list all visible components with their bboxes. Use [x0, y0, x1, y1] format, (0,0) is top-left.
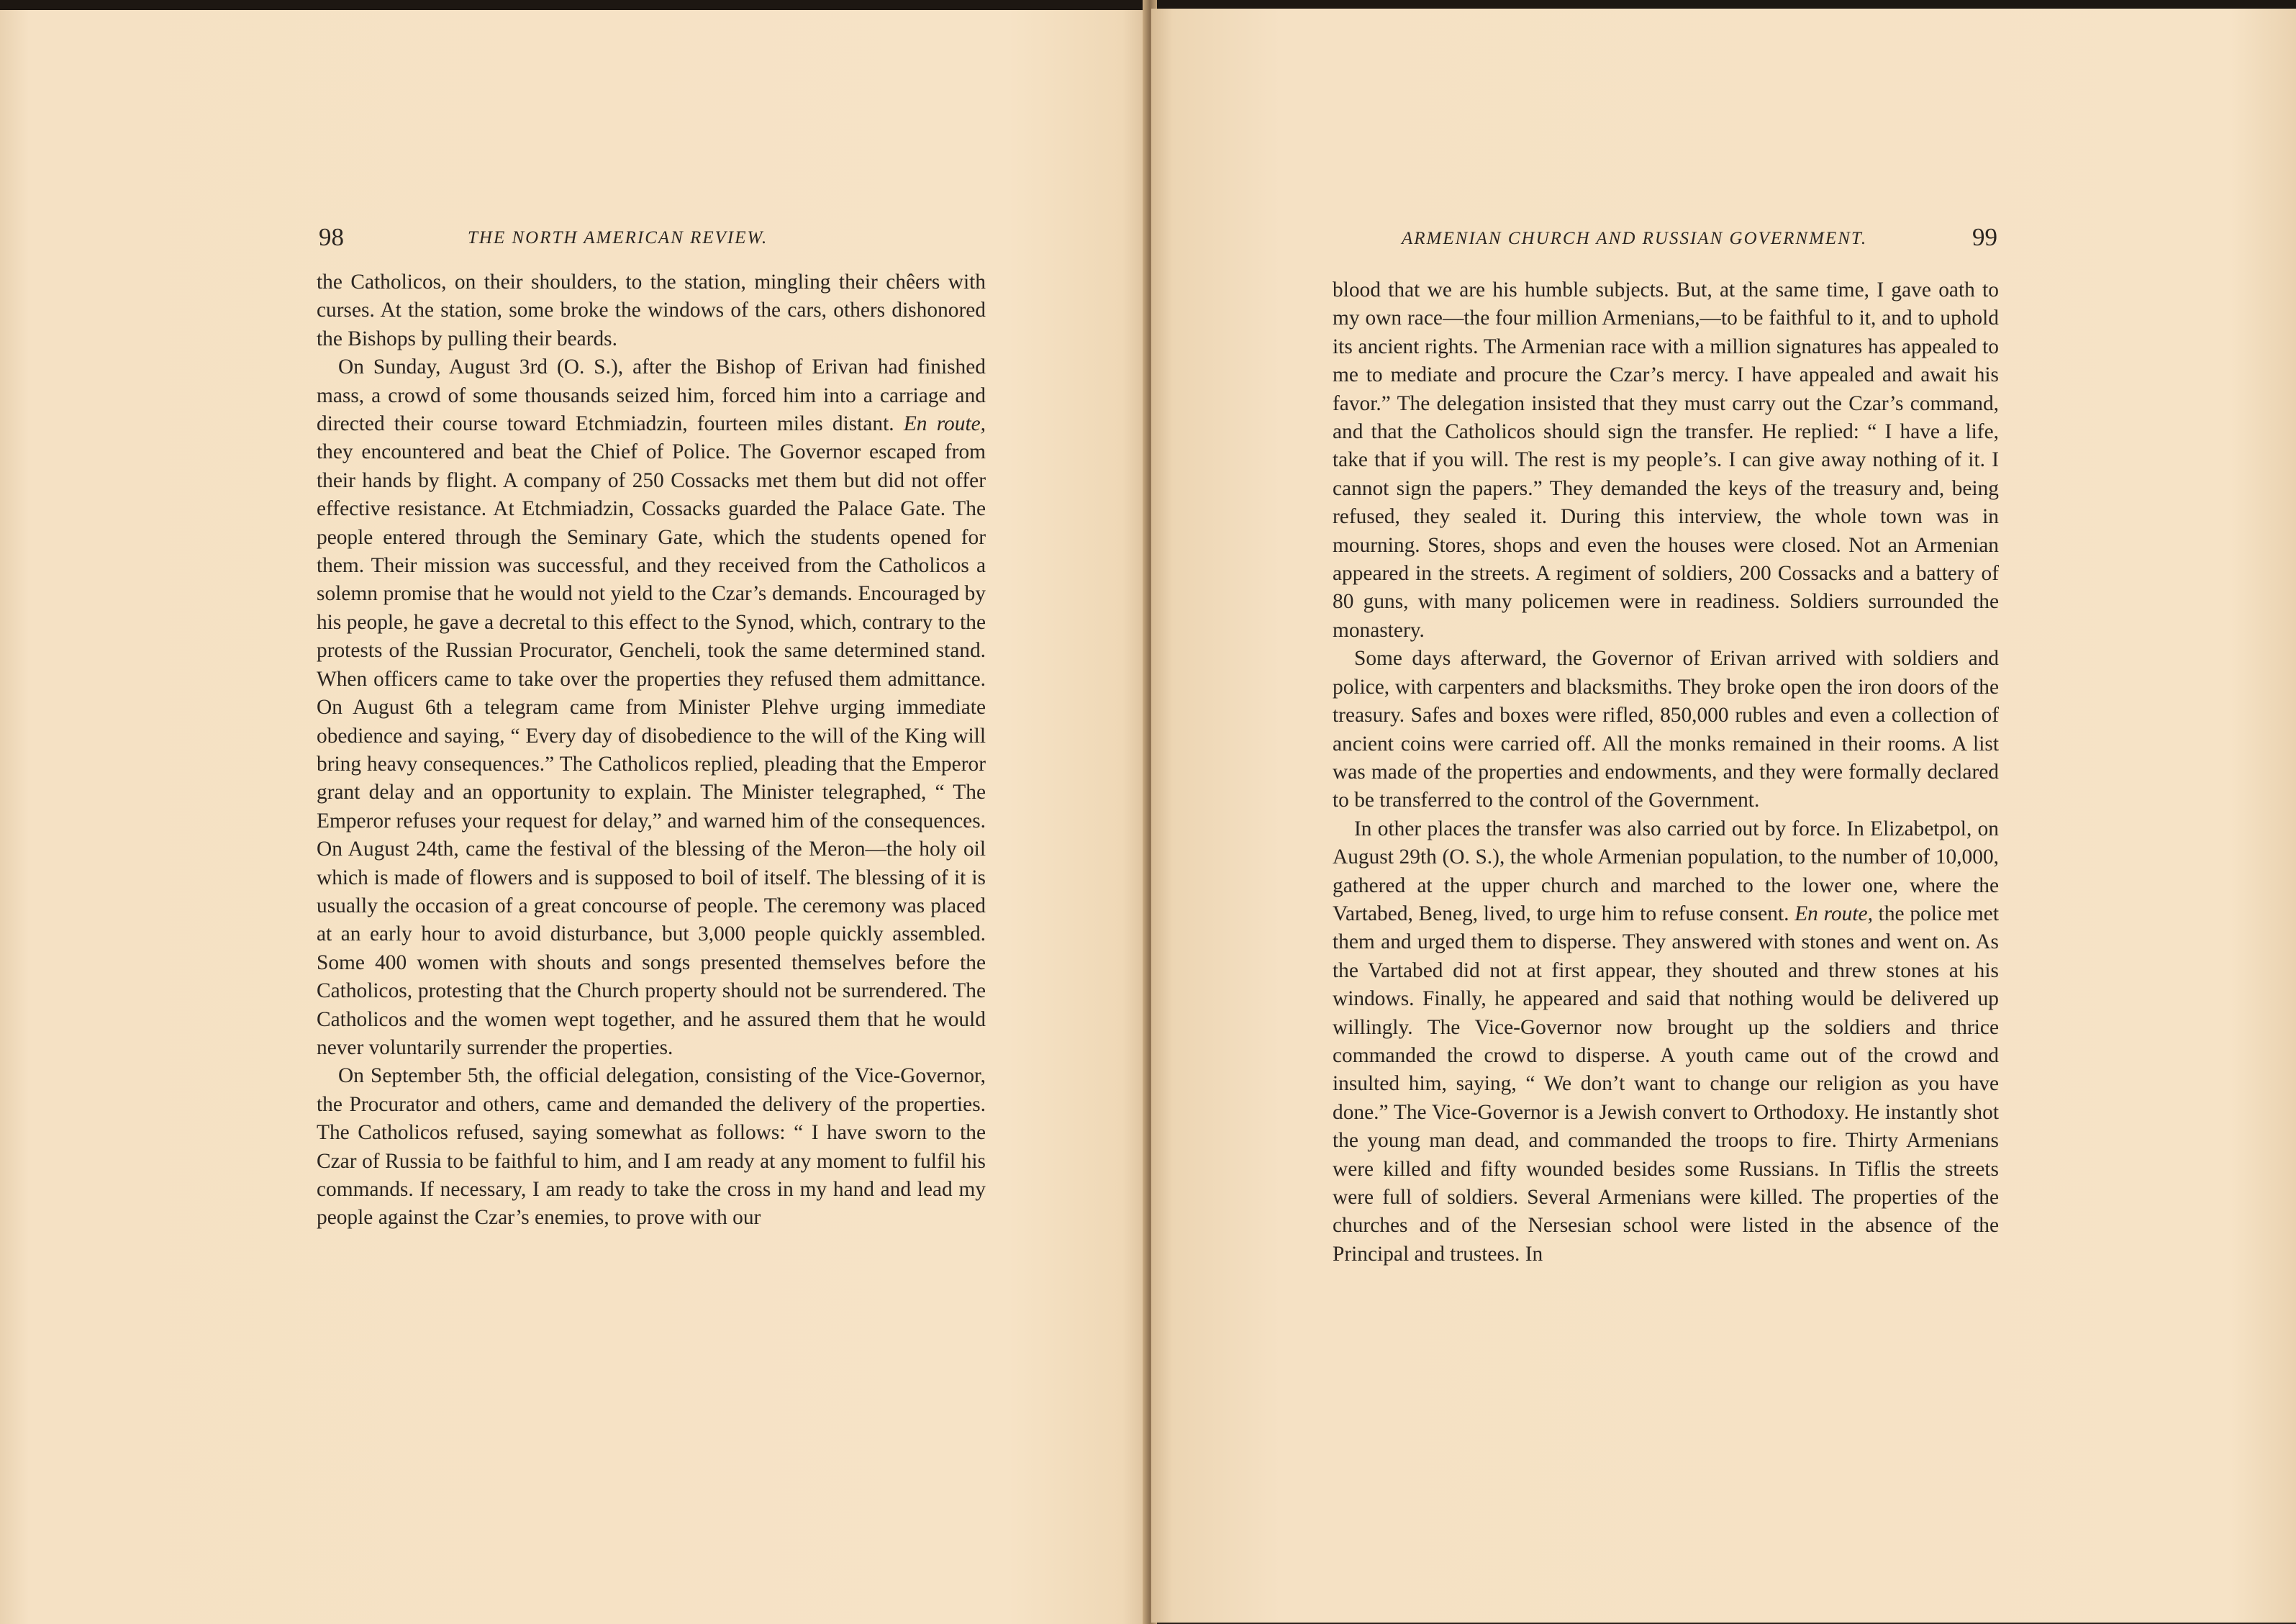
body-text: [317, 268, 986, 1233]
italic-phrase: En route,: [1794, 902, 1873, 925]
text-run: On Sunday, August 3rd (O. S.), after the Bishop of Erivan had finished mass, a crowd of some thousands seized him, forced him into a carriage and directed their course toward Etchmiadzin, fourteen miles distant.: [317, 355, 986, 436]
running-head: ARMENIAN CHURCH AND RUSSIAN GOVERNMENT.: [1402, 229, 1868, 248]
paragraph: [1333, 815, 1999, 1269]
text-run: the Catholicos, on their shoulders, to the station, mingling their chêers with curses. At the station, some broke the windows of the cars, others dishonored the Bishops by pulling their beards.: [317, 271, 986, 350]
right-page: [1151, 9, 2296, 1623]
paragraph: [317, 268, 986, 353]
paragraph: [317, 353, 986, 1062]
italic-phrase: En route,: [903, 412, 986, 436]
page-number: 99: [1972, 223, 1997, 251]
text-run: Some days afterward, the Governor of Erivan arrived with soldiers and police, with carpenters and blacksmiths. They broke open the iron doors of the treasury. Safes and boxes were rifled, 850,000 rubles and even a collection of ancient coins were carried off. All the monks remained in their rooms. A list was made of the properties and endowments, and they were formally declared to be transferred to the control of the Government.: [1333, 647, 1999, 812]
paragraph: [1333, 276, 1999, 645]
text-run: On September 5th, the official delegation, consisting of the Vice-Governor, the Procurator and others, came and demanded the delivery of the properties. The Catholicos refused, saying somewhat as follows: “ I have sworn to the Czar of Russia to be faithful to him, and I am ready at any moment to fulfil his commands. If necessary, I am ready to take the cross in my hand and lead my people against the Czar’s enemies, to prove with our: [317, 1064, 986, 1230]
running-head: THE NORTH AMERICAN REVIEW.: [468, 228, 768, 248]
body-text: [1333, 276, 1999, 1269]
paragraph: [1333, 645, 1999, 815]
page-number: 98: [319, 223, 344, 251]
left-page: [0, 10, 1150, 1624]
text-run: they encountered and beat the Chief of Police. The Governor escaped from their hands by flight. A company of 250 Cossacks met them but did not offer effective resistance. At Etchmiadzin, Cossacks guarded the Palace Gate. The people entered through the Seminary Gate, which the students opened for them. Their mission was successful, and they received from the Catholicos a solemn promise that he would not yield to the Czar’s demands. Encouraged by his people, he gave a decretal to this effect to the Synod, which, contrary to the protests of the Russian Procurator, Gencheli, took the same determined stand. When officers came to take over the properties they refused them admittance. On August 6th a telegram came from Minister Plehve urging immediate obedience and saying, “ Every day of disobedience to the will of the King will bring heavy consequences.” The Catholicos replied, pleading that the Emperor grant delay and an opportunity to explain. The Minister telegraphed, “ The Emperor refuses your request for delay,” and warned him of the consequences. On August 24th, came the festival of the blessing of the Meron—the holy oil which is made of flowers and is supposed to boil of itself. The blessing of it is usually the occasion of a great concourse of people. The ceremony was placed at an early hour to avoid disturbance, but 3,000 people quickly assembled. Some 400 women with shouts and songs presented themselves before the Catholicos, protesting that the Church property should not be surrendered. The Catholicos and the women wept together, and he assured them that he would never voluntarily surrender the properties.: [317, 440, 986, 1059]
text-run: blood that we are his humble subjects. But, at the same time, I gave oath to my own race—the four million Armenians,—to be faithful to it, and to uphold its ancient rights. The Armenian race with a million signatures has appealed to me to mediate and procure the Czar’s mercy. I have appealed and await his favor.” The delegation insisted that they must carry out the Czar’s command, and that the Catholicos should sign the transfer. He replied: “ I have a life, take that if you will. The rest is my people’s. I can give away nothing of it. I cannot sign the papers.” They demanded the keys of the treasury and, being refused, they sealed it. During this interview, the whole town was in mourning. Stores, shops and even the houses were closed. Not an Armenian appeared in the streets. A regiment of soldiers, 200 Cossacks and a battery of 80 guns, with many policemen were in readiness. Soldiers surrounded the monastery.: [1333, 278, 1999, 642]
text-run: the police met them and urged them to disperse. They answered with stones and went on. As the Vartabed did not at first appear, they shouted and threw stones at his windows. Finally, he appeared and said that nothing would be delivered up willingly. The Vice-Governor now brought up the soldiers and thrice commanded the crowd to disperse. A youth came out of the crowd and insulted him, saying, “ We don’t want to change our religion as you have done.” The Vice-Governor is a Jewish convert to Orthodoxy. He instantly shot the young man dead, and commanded the troops to fire. Thirty Armenians were killed and fifty wounded besides some Russians. In Tiflis the streets were full of soldiers. Several Armenians were killed. The properties of the churches and of the Nersesian school were listed in the absence of the Principal and trustees. In: [1333, 902, 1999, 1266]
paragraph: [317, 1062, 986, 1232]
text-run: In other places the transfer was also carried out by force. In Elizabetpol, on August 29th (O. S.), the whole Armenian population, to the number of 10,000, gathered at the upper church and marched to the lower one, where the Vartabed, Beneg, lived, to urge him to refuse consent.: [1333, 817, 1999, 925]
